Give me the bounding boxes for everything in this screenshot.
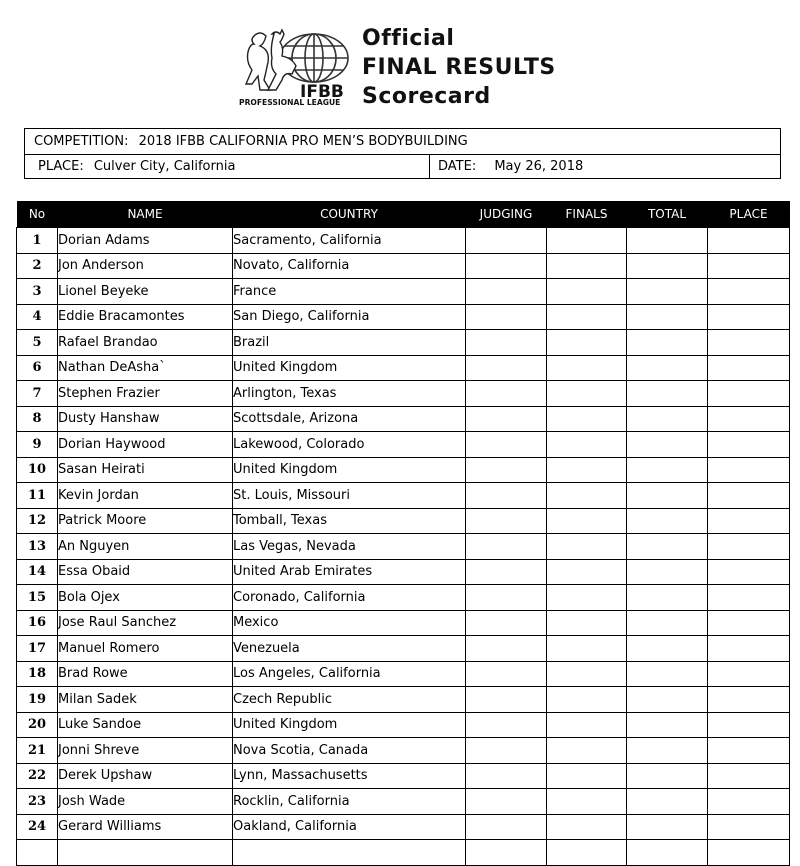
competitor-number: 7 [17, 381, 58, 407]
competitor-name: Stephen Frazier [58, 381, 233, 407]
judging-score-cell [466, 279, 547, 305]
results-table [16, 201, 790, 866]
finals-score-cell [547, 304, 627, 330]
competitor-name: Gerard Williams [58, 814, 233, 840]
place-cell [708, 636, 790, 662]
competitor-number: 9 [17, 432, 58, 458]
logo-graphic [236, 28, 350, 106]
table-row [17, 228, 790, 254]
table-row [17, 712, 790, 738]
competitor-number: 4 [17, 304, 58, 330]
date-value: May 26, 2018 [494, 159, 584, 174]
competitor-number: 19 [17, 687, 58, 713]
table-row [17, 483, 790, 509]
competitor-country: Brazil [233, 330, 466, 356]
place-cell [708, 840, 790, 866]
table-row [17, 610, 790, 636]
competitor-number: 21 [17, 738, 58, 764]
place-cell [708, 738, 790, 764]
title-line-final-results: FINAL RESULTS [362, 55, 556, 80]
finals-score-cell [547, 840, 627, 866]
place-cell [708, 330, 790, 356]
table-row [17, 355, 790, 381]
judging-score-cell [466, 661, 547, 687]
finals-score-cell [547, 483, 627, 509]
table-row [17, 636, 790, 662]
competitor-country: Tomball, Texas [233, 508, 466, 534]
competitor-name: Dorian Haywood [58, 432, 233, 458]
total-score-cell [627, 279, 708, 305]
competitor-number: 3 [17, 279, 58, 305]
finals-score-cell [547, 279, 627, 305]
place-cell [708, 763, 790, 789]
column-header-no: No [17, 201, 58, 228]
finals-score-cell [547, 789, 627, 815]
table-row [17, 559, 790, 585]
competitor-number: 12 [17, 508, 58, 534]
competitor-name: Bola Ojex [58, 585, 233, 611]
total-score-cell [627, 381, 708, 407]
date-label: DATE: [438, 159, 477, 174]
competitor-country: Nova Scotia, Canada [233, 738, 466, 764]
judging-score-cell [466, 610, 547, 636]
logo-sub-text: PROFESSIONAL LEAGUE [239, 98, 341, 106]
total-score-cell [627, 763, 708, 789]
finals-score-cell [547, 534, 627, 560]
judging-score-cell [466, 432, 547, 458]
finals-score-cell [547, 457, 627, 483]
judging-score-cell [466, 406, 547, 432]
finals-score-cell [547, 228, 627, 254]
competitor-country: Oakland, California [233, 814, 466, 840]
total-score-cell [627, 789, 708, 815]
competitor-number: 18 [17, 661, 58, 687]
total-score-cell [627, 406, 708, 432]
place-cell [708, 789, 790, 815]
place-label: PLACE: [38, 159, 84, 174]
finals-score-cell [547, 355, 627, 381]
competitor-number: 6 [17, 355, 58, 381]
competitor-name: Dusty Hanshaw [58, 406, 233, 432]
judging-score-cell [466, 381, 547, 407]
competitor-name: An Nguyen [58, 534, 233, 560]
column-header-place: PLACE [708, 201, 790, 228]
table-row [17, 279, 790, 305]
competitor-country: Lynn, Massachusetts [233, 763, 466, 789]
competitor-name: Derek Upshaw [58, 763, 233, 789]
table-row [17, 840, 790, 866]
judging-score-cell [466, 228, 547, 254]
place-cell [708, 457, 790, 483]
table-header-row [17, 201, 790, 228]
finals-score-cell [547, 712, 627, 738]
total-score-cell [627, 228, 708, 254]
finals-score-cell [547, 687, 627, 713]
place-cell [708, 610, 790, 636]
column-header-name: NAME [58, 201, 233, 228]
date-cell [430, 155, 583, 179]
judging-score-cell [466, 738, 547, 764]
competition-info-box [24, 128, 781, 179]
judging-score-cell [466, 330, 547, 356]
place-date-row [25, 155, 780, 179]
total-score-cell [627, 585, 708, 611]
competitor-country: Coronado, California [233, 585, 466, 611]
place-cell [708, 304, 790, 330]
total-score-cell [627, 636, 708, 662]
total-score-cell [627, 712, 708, 738]
competitor-number: 23 [17, 789, 58, 815]
judging-score-cell [466, 559, 547, 585]
table-row [17, 534, 790, 560]
judging-score-cell [466, 457, 547, 483]
judging-score-cell [466, 253, 547, 279]
place-cell [708, 432, 790, 458]
place-cell [708, 687, 790, 713]
table-row [17, 432, 790, 458]
table-row [17, 789, 790, 815]
place-cell [708, 381, 790, 407]
total-score-cell [627, 738, 708, 764]
competitor-country: United Kingdom [233, 457, 466, 483]
competitor-name: Essa Obaid [58, 559, 233, 585]
judging-score-cell [466, 508, 547, 534]
competitor-number: 16 [17, 610, 58, 636]
judging-score-cell [466, 304, 547, 330]
total-score-cell [627, 534, 708, 560]
total-score-cell [627, 432, 708, 458]
competitor-country: Los Angeles, California [233, 661, 466, 687]
finals-score-cell [547, 763, 627, 789]
competitor-country: Mexico [233, 610, 466, 636]
competitor-country: Venezuela [233, 636, 466, 662]
competitor-number: 17 [17, 636, 58, 662]
total-score-cell [627, 330, 708, 356]
competitor-country: Czech Republic [233, 687, 466, 713]
competitor-name: Sasan Heirati [58, 457, 233, 483]
place-cell [708, 559, 790, 585]
place-cell [708, 406, 790, 432]
competitor-number: 10 [17, 457, 58, 483]
judging-score-cell [466, 355, 547, 381]
competitor-number: 5 [17, 330, 58, 356]
competitor-country: United Kingdom [233, 355, 466, 381]
competitor-country: United Kingdom [233, 712, 466, 738]
competitor-country: Las Vegas, Nevada [233, 534, 466, 560]
total-score-cell [627, 661, 708, 687]
table-row [17, 304, 790, 330]
finals-score-cell [547, 406, 627, 432]
finals-score-cell [547, 432, 627, 458]
competitor-country: Arlington, Texas [233, 381, 466, 407]
table-row [17, 661, 790, 687]
competitor-country: Scottsdale, Arizona [233, 406, 466, 432]
competitor-number: 13 [17, 534, 58, 560]
total-score-cell [627, 840, 708, 866]
competitor-name: Jose Raul Sanchez [58, 610, 233, 636]
competitor-number: 8 [17, 406, 58, 432]
total-score-cell [627, 508, 708, 534]
document-title [362, 24, 556, 111]
table-row [17, 381, 790, 407]
competitor-name: Milan Sadek [58, 687, 233, 713]
bodybuilder-figures-icon [246, 30, 296, 90]
total-score-cell [627, 355, 708, 381]
place-cell [708, 661, 790, 687]
total-score-cell [627, 457, 708, 483]
place-cell [708, 814, 790, 840]
table-row [17, 814, 790, 840]
competitor-country: United Arab Emirates [233, 559, 466, 585]
place-cell [25, 155, 430, 179]
judging-score-cell [466, 483, 547, 509]
competitor-number: 11 [17, 483, 58, 509]
competition-value: 2018 IFBB CALIFORNIA PRO MEN’S BODYBUILDING [138, 134, 468, 149]
judging-score-cell [466, 814, 547, 840]
total-score-cell [627, 687, 708, 713]
competition-row [25, 129, 780, 155]
competitor-country [233, 840, 466, 866]
place-cell [708, 355, 790, 381]
place-value: Culver City, California [93, 159, 236, 174]
finals-score-cell [547, 381, 627, 407]
competition-label: COMPETITION: [34, 134, 129, 149]
competitor-name: Jonni Shreve [58, 738, 233, 764]
total-score-cell [627, 253, 708, 279]
competitor-number: 14 [17, 559, 58, 585]
place-cell [708, 279, 790, 305]
total-score-cell [627, 814, 708, 840]
competitor-number: 15 [17, 585, 58, 611]
judging-score-cell [466, 636, 547, 662]
competitor-name: Nathan DeAsha` [58, 355, 233, 381]
table-row [17, 253, 790, 279]
ifbb-pro-league-logo [236, 28, 350, 106]
competitor-country: France [233, 279, 466, 305]
logo-main-text: IFBB [300, 82, 344, 102]
competitor-number: 22 [17, 763, 58, 789]
place-cell [708, 534, 790, 560]
table-row [17, 330, 790, 356]
competitor-name: Josh Wade [58, 789, 233, 815]
finals-score-cell [547, 636, 627, 662]
table-row [17, 687, 790, 713]
column-header-country: COUNTRY [233, 201, 466, 228]
competitor-name: Lionel Beyeke [58, 279, 233, 305]
table-row [17, 763, 790, 789]
title-line-scorecard: Scorecard [362, 84, 491, 109]
place-cell [708, 585, 790, 611]
finals-score-cell [547, 585, 627, 611]
competitor-country: San Diego, California [233, 304, 466, 330]
column-header-judging: JUDGING [466, 201, 547, 228]
competitor-name [58, 840, 233, 866]
column-header-finals: FINALS [547, 201, 627, 228]
competitor-name: Brad Rowe [58, 661, 233, 687]
place-cell [708, 712, 790, 738]
competitor-name: Manuel Romero [58, 636, 233, 662]
judging-score-cell [466, 789, 547, 815]
competitor-name: Luke Sandoe [58, 712, 233, 738]
competitor-country: Sacramento, California [233, 228, 466, 254]
judging-score-cell [466, 687, 547, 713]
table-row [17, 406, 790, 432]
table-row [17, 457, 790, 483]
competitor-country: Lakewood, Colorado [233, 432, 466, 458]
finals-score-cell [547, 661, 627, 687]
place-cell [708, 228, 790, 254]
total-score-cell [627, 610, 708, 636]
competitor-number: 24 [17, 814, 58, 840]
judging-score-cell [466, 763, 547, 789]
competitor-country: Novato, California [233, 253, 466, 279]
judging-score-cell [466, 840, 547, 866]
table-row [17, 585, 790, 611]
competitor-name: Eddie Bracamontes [58, 304, 233, 330]
competitor-number [17, 840, 58, 866]
results-table-body [17, 228, 790, 866]
judging-score-cell [466, 585, 547, 611]
finals-score-cell [547, 253, 627, 279]
competitor-name: Patrick Moore [58, 508, 233, 534]
competitor-number: 20 [17, 712, 58, 738]
place-cell [708, 483, 790, 509]
total-score-cell [627, 559, 708, 585]
column-header-total: TOTAL [627, 201, 708, 228]
table-row [17, 738, 790, 764]
competitor-country: St. Louis, Missouri [233, 483, 466, 509]
competitor-number: 1 [17, 228, 58, 254]
finals-score-cell [547, 814, 627, 840]
judging-score-cell [466, 534, 547, 560]
finals-score-cell [547, 508, 627, 534]
globe-icon [280, 34, 348, 82]
finals-score-cell [547, 330, 627, 356]
table-row [17, 508, 790, 534]
competitor-name: Jon Anderson [58, 253, 233, 279]
title-line-official: Official [362, 26, 455, 51]
finals-score-cell [547, 610, 627, 636]
competitor-number: 2 [17, 253, 58, 279]
judging-score-cell [466, 712, 547, 738]
competitor-name: Dorian Adams [58, 228, 233, 254]
finals-score-cell [547, 559, 627, 585]
total-score-cell [627, 483, 708, 509]
finals-score-cell [547, 738, 627, 764]
total-score-cell [627, 304, 708, 330]
competitor-name: Kevin Jordan [58, 483, 233, 509]
place-cell [708, 253, 790, 279]
competitor-country: Rocklin, California [233, 789, 466, 815]
place-cell [708, 508, 790, 534]
competitor-name: Rafael Brandao [58, 330, 233, 356]
